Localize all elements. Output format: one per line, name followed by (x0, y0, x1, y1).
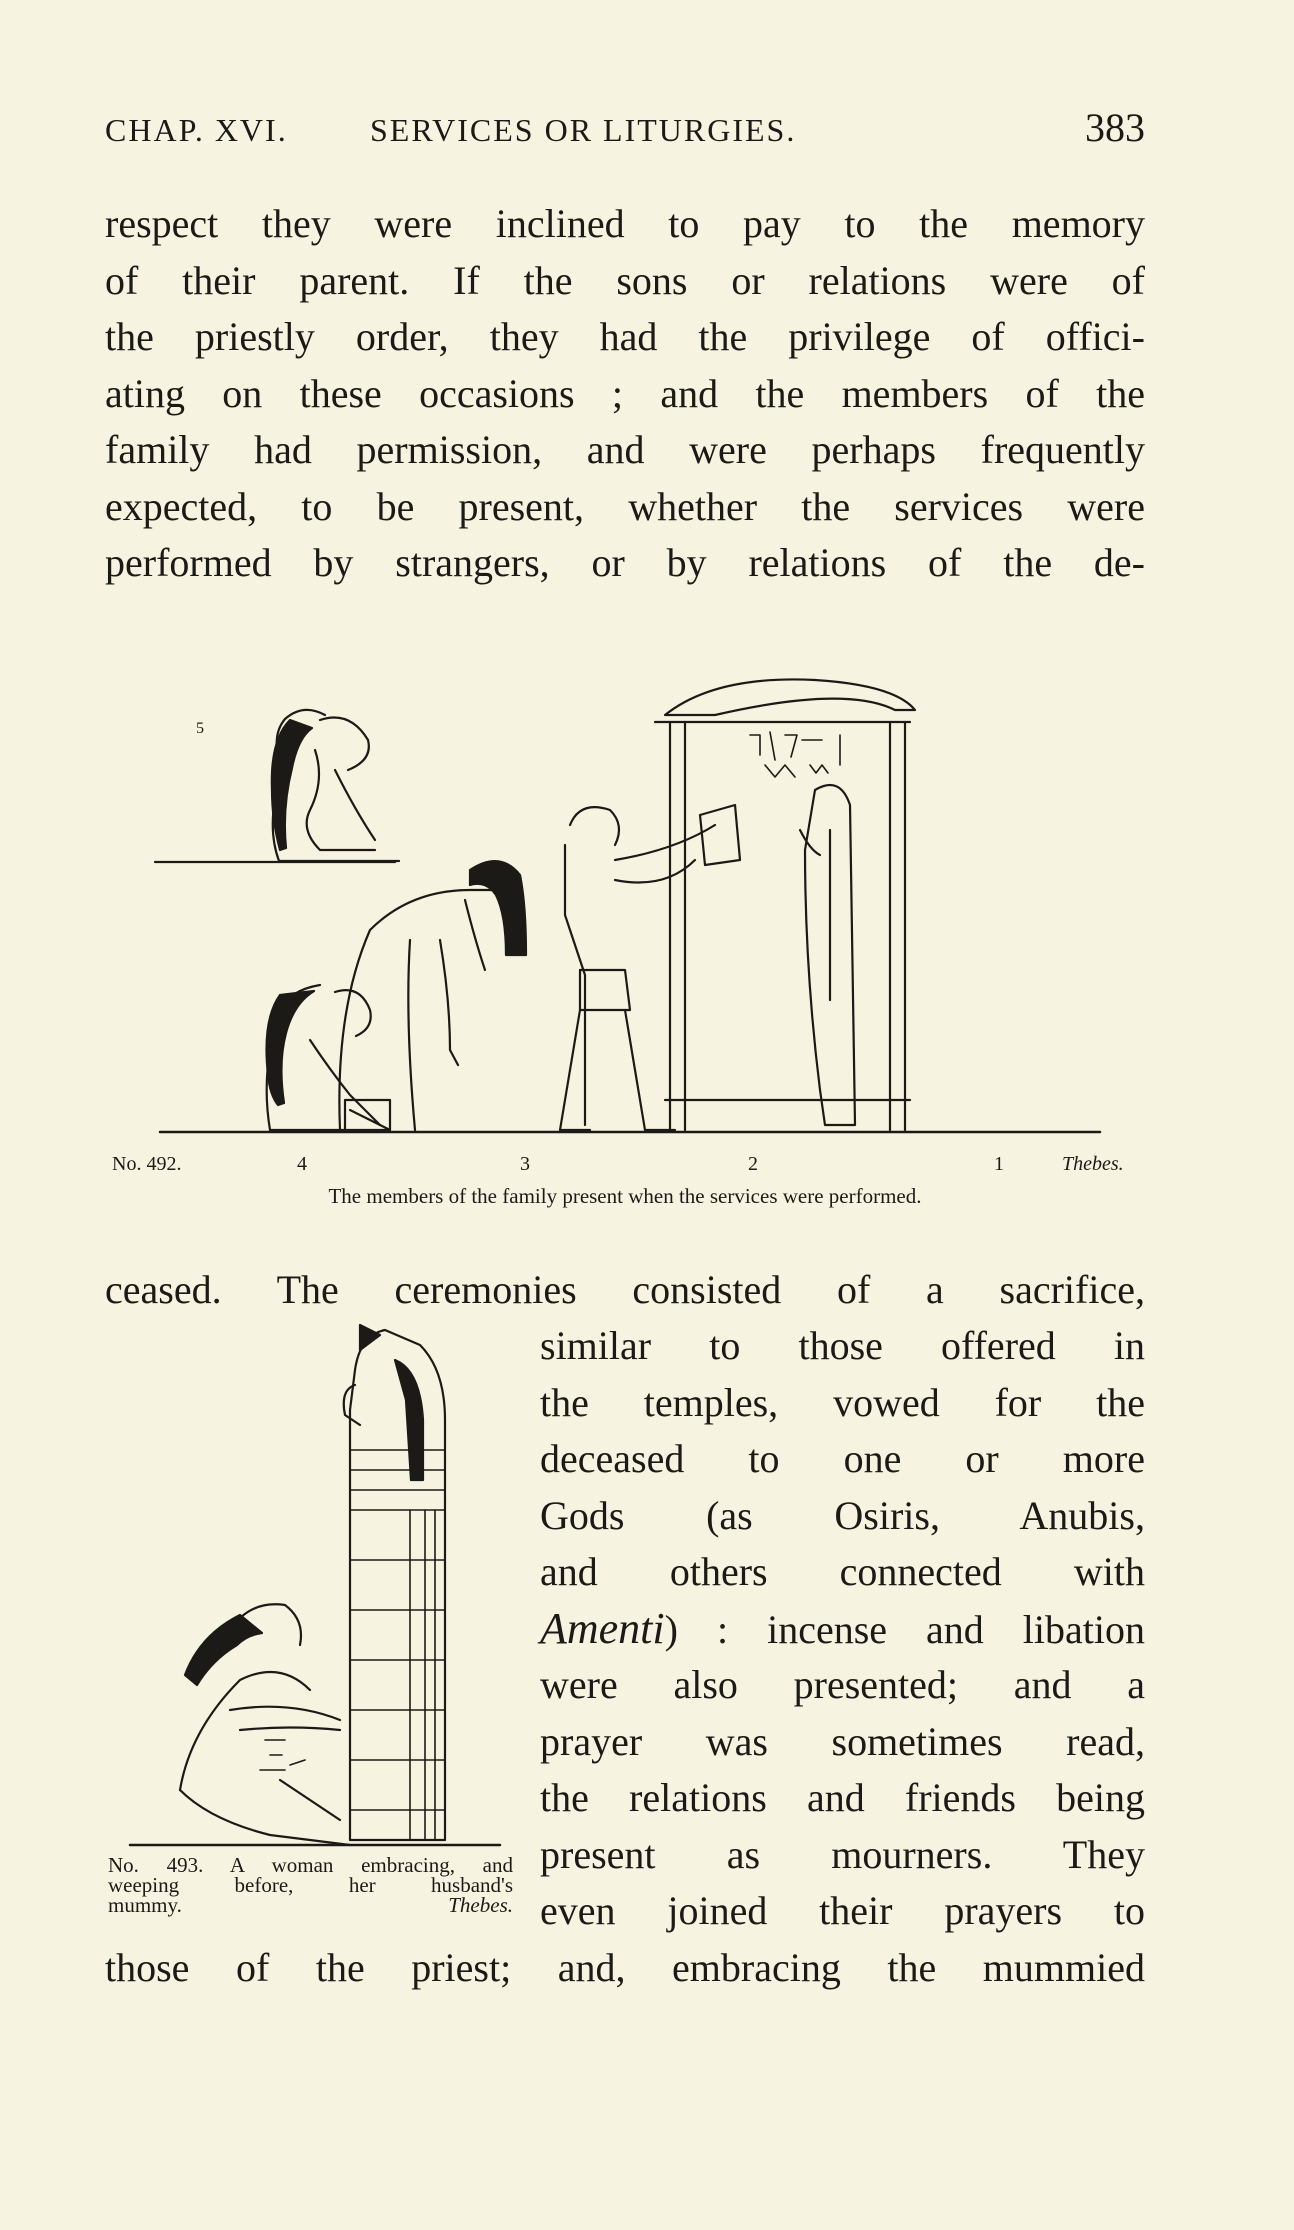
paragraph-1 (105, 196, 1145, 592)
text-line: were also presented; and a (540, 1662, 1145, 1707)
figure-label-4: 4 (297, 1153, 307, 1175)
page-number: 383 (1085, 105, 1145, 150)
amenti-line (540, 1601, 1145, 1658)
amenti-term: Amenti (540, 1603, 665, 1653)
mourner-3 (339, 861, 526, 1130)
figure-label-1: 1 (994, 1153, 1004, 1175)
figure-492-illustration (110, 640, 1150, 1145)
figure-492-caption: The members of the family present when the services were performed. (328, 1184, 922, 1208)
mourner-5 (272, 710, 399, 861)
amenti-suffix: ) : (664, 1606, 729, 1652)
text-line: those of the priest; and, embracing the mummied (105, 1945, 1145, 1990)
text-line: the temples, vowed for the (540, 1379, 1145, 1425)
paragraph-last-line (105, 1940, 1145, 1997)
figure-493-place: Thebes. (448, 1893, 513, 1917)
text-line: ating on these occasions ; and the members of the (105, 370, 1145, 416)
text-line: the priestly order, they had the privilege of offici- (105, 314, 1145, 359)
figure-label-2: 2 (748, 1153, 758, 1175)
figure-492-place: Thebes. (1062, 1153, 1124, 1175)
mourner-4 (267, 985, 391, 1130)
figure-label-3: 3 (520, 1153, 530, 1175)
caption-line: weeping before, her husband's (108, 1873, 513, 1897)
text-line: respect they were inclined to pay to the memory (105, 201, 1145, 246)
text-line: prayer was sometimes read, (540, 1718, 1145, 1764)
caption-line: No. 493. A woman embracing, and (108, 1853, 513, 1877)
text-line: and others connected with (540, 1549, 1145, 1594)
caption-fragment: mummy. (108, 1893, 182, 1917)
running-head (105, 104, 1145, 164)
text-line: deceased to one or more (540, 1436, 1145, 1481)
text-line: ceased. The ceremonies consisted of a sacrifice, (105, 1267, 1145, 1312)
text-line: of their parent. If the sons or relations were of (105, 257, 1145, 303)
text-line: even joined their prayers to (540, 1888, 1145, 1933)
figure-493-caption (108, 1855, 513, 1915)
text-line: performed by strangers, or by relations of the de- (105, 540, 1145, 585)
text-line: expected, to be present, whether the services were (105, 483, 1145, 529)
text-line: present as mourners. They (540, 1831, 1145, 1877)
text-line: the relations and friends being (540, 1775, 1145, 1820)
text-line: Gods (as Osiris, Anubis, (540, 1492, 1145, 1538)
text-line: family had permission, and were perhaps frequently (105, 427, 1145, 472)
figure-493-illustration (110, 1310, 510, 1855)
figure-label-5: 5 (196, 720, 204, 737)
figure-492-labels (112, 1153, 1152, 1183)
chapter-label: CHAP. XVI. (105, 112, 288, 148)
text-fragment: incense and libation (767, 1606, 1146, 1652)
shrine-mummy-1 (655, 679, 915, 1130)
priest-2 (560, 805, 740, 1130)
text-line: similar to those offered in (540, 1323, 1145, 1368)
running-title: SERVICES OR LITURGIES. (370, 112, 797, 148)
caption-line (108, 1895, 513, 1915)
figure-492-number: No. 492. (112, 1153, 182, 1175)
paragraph-2-wrapped (540, 1318, 1145, 1940)
